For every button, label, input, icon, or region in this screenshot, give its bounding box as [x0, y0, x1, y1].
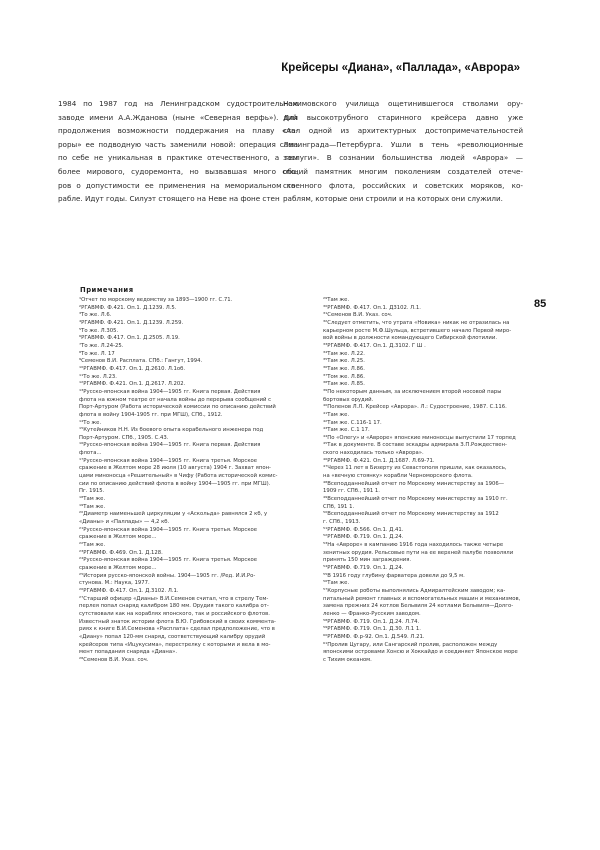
note-line: ⁴⁷Через 11 лет в Бизерту из Севастополя пришли, как оказалось,	[323, 465, 507, 472]
note-line: ²⁸Семенов В.И. Указ. соч.	[79, 656, 149, 663]
note-line: ⁵⁴РГАВМФ. Ф.719. Оп.1. Д.24.	[323, 564, 404, 571]
notes-right-column	[323, 297, 528, 665]
note-line: ¹⁷Русско-японская война 1904—1905 гг. Книга третья. Морское	[79, 457, 258, 464]
note-line: ³⁴Там же. Л.22.	[323, 350, 365, 357]
note-line: ⁵⁶Там же.	[323, 580, 350, 587]
note-line: ленко — Франко-Русским заводом.	[323, 610, 421, 617]
body-text-line: роры» ее подводную часть заменили новой: операция сама	[58, 139, 298, 149]
body-text-line: Нахимовского училища ощетинившегося стволами ору-	[283, 99, 523, 108]
note-line: сражение в Желтом море 28 июля (10 августа) 1904 г. Захват япон-	[79, 465, 271, 472]
note-line: ³¹Семенов В.И. Указ. соч.	[323, 312, 393, 319]
note-line: флота в войну 1904-1905 гг. при МГШ), СПб., 1912.	[79, 411, 223, 418]
notes-left-column	[79, 297, 304, 665]
note-line: г. СПб., 1913.	[323, 519, 361, 526]
note-line: принять 150 мин заграждения.	[323, 557, 412, 564]
note-line: карьерном росте М.Ф.Шульца, встретившего начало Первой миро-	[323, 327, 512, 334]
note-line: ³⁰РГАВМФ. Ф.417. Оп.1. Д3102. Л.1.	[323, 304, 421, 311]
note-line: ³²Следует отметить, что утрата «Новика» никак не отразилась на	[323, 319, 510, 326]
note-line: Пг. 1915.	[79, 488, 105, 495]
note-line: ²³РГАВМФ. Ф.469. Оп.1. Д.128.	[79, 549, 163, 556]
note-line: ³³РГАВМФ. Ф.417. Оп.1. Д.3102. Г Ш .	[323, 342, 426, 349]
note-line: ¹Отчет по морскому ведомству за 1893—1900 гг. С.71.	[79, 297, 233, 303]
note-line: ²¹Русско-японская война 1904—1905 гг. Книга третья. Морское	[79, 526, 258, 533]
note-line: ¹⁰РГАВМФ. Ф.417. Оп.1. Д.2610. Л.1об.	[79, 365, 186, 372]
note-line: ⁵³На «Авроре» в кампанию 1916 года находилось также четыре	[323, 542, 504, 548]
note-line: ²⁷Старший офицер «Дианы» В.И.Семенов считал, что в стрелу Тем-	[79, 595, 269, 602]
note-line: мент попадания снаряда «Диана».	[79, 649, 178, 656]
note-line: флота...	[79, 450, 102, 457]
body-text-line: заслуги». В сознании большинства людей «Аврора» —	[283, 153, 523, 163]
page-number: 85	[534, 298, 547, 310]
note-line: ⁶⁰РГАВМФ. Ф.р-92. Оп.1. Д.549. Л.21.	[323, 633, 425, 640]
note-line: ⁴⁴По «Олегу» и «Авроре» японские миноносцы выпустили 17 торпед	[323, 434, 516, 441]
body-text-right-column	[283, 97, 523, 206]
note-line: Известный знаток истории флота В.Ю. Грибовский в своих коммента-	[79, 618, 276, 625]
note-line: зенитных орудия. Рельсовые пути на ее верхней палубе позволяли	[323, 549, 514, 556]
note-line: питальный ремонт главных и вспомогательных машин и механизмов,	[323, 595, 521, 602]
note-line: ²⁰Диаметр наименьшей циркуляции у «Аскольда» равнялся 2 кб, у	[79, 511, 268, 518]
note-line: ⁴РГАВМФ. Ф.421. Оп.1. Д.1239. Л.259.	[79, 319, 184, 326]
note-line: цами миноносца «Решительный» в Чифу (Работа исторической комис-	[79, 473, 278, 480]
note-line: ⁶¹Пролив Цугару, или Сангарский пролив, расположен между	[323, 641, 498, 648]
note-line: ⁵⁸РГАВМФ. Ф.719. Оп.1. Д.24. Л.74.	[323, 618, 420, 625]
note-line: сутствовали как на кораблях японского, так и российского флотов.	[79, 610, 270, 617]
note-line: ¹³Русско-японская война 1904—1905 гг. Книга первая. Действия	[79, 388, 261, 395]
body-text-line: более мирового, судоремонта, но вызвавшая много спо-	[58, 166, 298, 176]
note-line: замена прежних 24 котлов Бельвиля 24 котлами Бельвиля—Долго-	[323, 603, 514, 610]
note-line: сражение в Желтом море...	[79, 564, 157, 571]
note-line: «Диану» попал 120-мм снаряд, соответствующий калибру орудий	[79, 633, 266, 640]
note-line: ⁵¹РГАВМФ. Ф.566. Оп.1. Д.41.	[323, 526, 404, 533]
note-line: бортовых орудий.	[323, 396, 374, 403]
note-line: ²⁹Там же.	[323, 297, 350, 303]
note-line: ⁴⁶РГАВМФ. Ф.421. Оп.1. Д.1687. Л.69-71.	[323, 457, 435, 464]
note-line: с Тихим океаном.	[323, 656, 372, 663]
note-line: вой войны в должности командующего Сибирской флотилии.	[323, 335, 498, 342]
note-line: ¹⁴То же.	[79, 419, 102, 426]
note-line: ¹¹То же. Л.23.	[79, 373, 117, 380]
body-text-left-column	[58, 97, 298, 206]
body-text-line: дий высокотрубного старинного крейсера давно уже	[283, 112, 523, 122]
body-text-line: рабле. Идут годы. Силуэт стоящего на Неве на фоне стен	[58, 194, 280, 204]
note-line: риях к книге В.И.Семенова «Расплата» сделал предположение, что в	[79, 626, 275, 633]
note-line: перлея попал снаряд калибром 180 мм. Орудия такого калибра от-	[79, 603, 269, 610]
note-line: Порт-Артуром (Работа исторической комиссии по описанию действий	[79, 404, 276, 411]
note-line: ⁷То же. Л.24-25.	[79, 342, 124, 349]
note-line: стунова. М.: Наука, 1977.	[79, 580, 150, 587]
body-text-line: Ленинграда—Петербурга. Ушли в тень «революционные	[283, 139, 523, 149]
body-text-line: ственного флота, российских и советских моряков, ко-	[283, 180, 523, 190]
notes-heading: Примечания	[80, 286, 134, 294]
note-line: «Дианы» и «Паллады» — 4,2 кб.	[79, 519, 170, 526]
note-line: ⁸То же. Л. 17	[79, 350, 115, 357]
note-line: японскими островами Хонсю и Хоккайдо и соединяет Японское море	[323, 649, 518, 656]
note-line: ³То же. Л.6.	[79, 312, 112, 319]
note-line: ⁴⁰Поленов Л.Л. Крейсер «Аврора». Л.: Судостроение, 1987. С.116.	[323, 404, 507, 411]
note-line: ⁴²Там же. С.116-1 17.	[323, 419, 382, 426]
note-line: ¹⁶Русско-японская война 1904—1905 гг. Книга первая. Действия	[79, 442, 261, 449]
note-line: ского находилась только «Аврора».	[323, 450, 424, 457]
body-text-line: по себе не уникальная в практике отечественного, а тем	[58, 153, 298, 163]
note-line: ⁴¹Там же.	[323, 411, 350, 418]
note-line: СПб, 191 1.	[323, 503, 355, 510]
body-text-line: 1984 по 1987 год на Ленинградском судостроительном	[58, 99, 298, 108]
note-line: ³⁵Там же. Л.25.	[323, 358, 365, 365]
note-line: сражение в Желтом море...	[79, 534, 157, 541]
note-line: 1909 гг. СПб., 191 1.	[323, 488, 380, 495]
note-line: ⁵⁵В 1916 году глубину фарватера довели до 9,5 м.	[323, 572, 465, 579]
note-line: ²РГАВМФ. Ф.421. Оп.1. Д.1239. Л.5.	[79, 304, 177, 311]
note-line: на «вечную стоянку» корабли Черноморского флота.	[323, 473, 473, 480]
note-line: крейсеров типа «Ицукусима», перестрелку с которыми и вела в мо-	[79, 641, 271, 648]
body-text-line: стал одной из архитектурных достопримечательностей	[283, 126, 523, 136]
note-line: ⁵²РГАВМФ. Ф.719. Оп.1. Д.24.	[323, 534, 404, 541]
body-text-line: общий памятник многим поколениям создателей отече-	[283, 166, 523, 176]
note-line: ²²Там же.	[79, 542, 106, 548]
page-title: Крейсеры «Диана», «Паллада», «Аврора»	[281, 62, 520, 74]
note-line: ⁵⁹РГАВМФ. Ф.719. Оп.1. Д.30. Л.1 1.	[323, 626, 421, 633]
note-line: ³⁶Там же. Л.86.	[323, 365, 365, 372]
note-line: ¹⁸Там же.	[79, 496, 106, 503]
note-line: ²⁵История русско-японской войны. 1904—1905 гг. /Ред. И.И.Ро-	[79, 572, 256, 579]
note-line: ⁶РГАВМФ. Ф.417. Оп.1. Д.2505. Л.19.	[79, 335, 180, 342]
body-text-line: ров о допустимости ее применения на мемориальном ко-	[58, 180, 298, 190]
body-text-line: раблям, которые они строили и на которых они служили.	[283, 194, 503, 204]
note-line: флота на южном театре от начала войны до перерыва сообщений с	[79, 396, 272, 403]
note-line: ⁴⁵Так в документе. В составе эскадры адмирала З.П.Рождествен-	[323, 442, 507, 449]
note-line: ³⁸Там же. Л.85.	[323, 381, 365, 388]
note-line: ⁹Семенов В.И. Расплата. СПб.: Гангут, 1994.	[79, 358, 203, 365]
note-line: ³⁹По некоторым данным, за исключением второй носовой пары	[323, 388, 502, 395]
note-line: ¹⁵Кутейников Н.Н. Из боевого опыта корабельного инженера под	[79, 427, 264, 434]
note-line: ⁴⁸Всеподданнейший отчет по Морскому министерству за 1906—	[323, 480, 505, 487]
body-text-line: заводе имени А.А.Жданова (ныне «Северная верфь»). Для	[58, 112, 298, 122]
note-line: ⁵⁷Корпусные роботы выполнялись Адмиралтейским заводом; ка-	[323, 587, 506, 594]
note-line: сии по описанию действий флота в войну 1904—1905 гг. при МГШ).	[79, 480, 271, 487]
note-line: ⁵То же. Л.305.	[79, 327, 119, 334]
note-line: ⁵⁰Всеподданнейший отчет по Морскому министерству за 1912	[323, 511, 499, 518]
note-line: ⁴⁹Всеподданнейший отчет по Морскому министерству за 1910 гг.	[323, 496, 508, 503]
note-line: ²⁶РГАВМФ. Ф.417. Оп.1. Д.3102. Л.1.	[79, 587, 179, 594]
body-text-line: продолжения возможности поддержания на плаву «Ав-	[58, 126, 298, 136]
note-line: ³⁷Том же. Л.86.	[323, 373, 365, 380]
note-line: ¹²РГАВМФ. Ф.421. Оп.1. Д.2617. Л.202.	[79, 381, 186, 388]
note-line: ¹⁹Там же.	[79, 503, 106, 510]
note-line: Порт-Артуром. СПб., 1905. С.43.	[79, 434, 169, 441]
note-line: ⁴³Там же. С.1 17.	[323, 427, 370, 434]
note-line: ²⁴Русско-японская война 1904—1905 гг. Книга третья. Морское	[79, 557, 258, 564]
